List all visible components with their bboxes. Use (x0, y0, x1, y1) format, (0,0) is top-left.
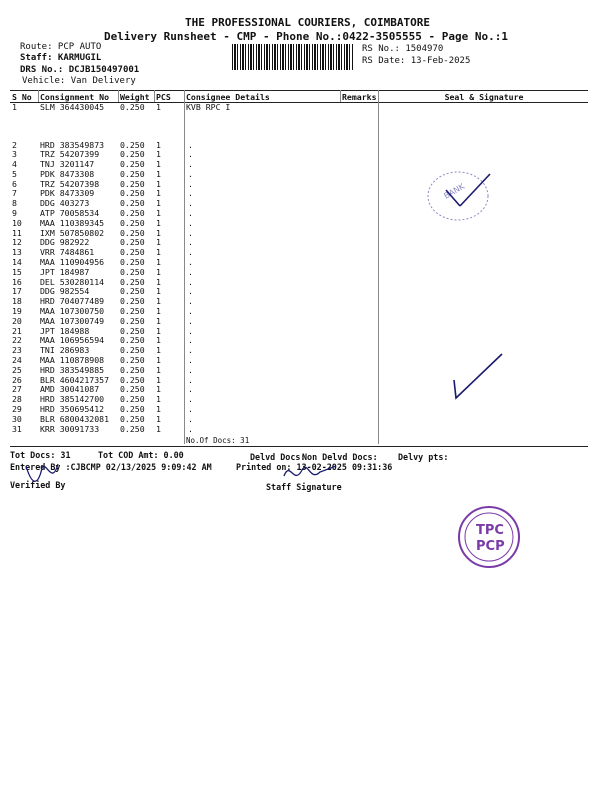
row-consignment-no: PDK 8473309 (40, 188, 95, 199)
row-sno: 26 (12, 374, 22, 385)
table-row (10, 238, 588, 248)
table-row (10, 160, 588, 170)
row-consignment-no: MAA 110904956 (40, 257, 105, 268)
row-pcs: 1 (156, 178, 161, 189)
table-row (10, 317, 588, 327)
row-pcs: 1 (156, 335, 161, 346)
row-sno: 21 (12, 325, 22, 336)
row-sno: 15 (12, 266, 22, 277)
row-weight: 0.250 (120, 335, 145, 346)
route-label: Route: PCP AUTO (20, 42, 102, 52)
row-weight: 0.250 (120, 266, 145, 277)
row-seal-signature (380, 415, 588, 425)
row-consignee: . (188, 237, 193, 248)
row-sno: 19 (12, 306, 22, 317)
row-pcs: 1 (156, 394, 161, 405)
row-consignment-no: BLR 4604217357 (40, 374, 110, 385)
row-remarks (340, 238, 380, 248)
printed-on: Printed on: 13-02-2025 09:31:36 (236, 462, 393, 472)
row-weight: 0.250 (120, 306, 145, 317)
entered-by: Entered By :CJBCMP 02/13/2025 9:09:42 AM (10, 462, 212, 472)
row-consignee: . (188, 276, 193, 287)
row-pcs: 1 (156, 139, 161, 150)
row-sno: 10 (12, 217, 22, 228)
row-consignment-no: VRR 7484861 (40, 247, 95, 258)
row-remarks (340, 405, 380, 415)
row-sno: 30 (12, 413, 22, 424)
row-consignee: . (188, 345, 193, 356)
row-consignment-no: KRR 30091733 (40, 423, 100, 434)
drs-number: DRS No.: DCJB150497001 (20, 65, 140, 75)
row-pcs: 1 (156, 413, 161, 424)
row-consignment-no: JPT 184988 (40, 325, 90, 336)
row-sno: 3 (12, 149, 17, 160)
row-seal-signature (380, 297, 588, 307)
row-seal-signature (380, 248, 588, 258)
row-sno: 16 (12, 276, 22, 287)
row-remarks (340, 160, 380, 170)
row-consignment-no: MAA 110878908 (40, 355, 105, 366)
row-consignee: . (188, 286, 193, 297)
row-sno: 1 (12, 102, 17, 112)
row-remarks (340, 209, 380, 219)
row-consignee: . (188, 404, 193, 415)
row-pcs: 1 (156, 217, 161, 228)
row-consignee: . (188, 188, 193, 199)
row-weight: 0.250 (120, 208, 145, 219)
row-weight: 0.250 (120, 139, 145, 150)
row-pcs: 1 (156, 247, 161, 258)
row-pcs: 1 (156, 159, 161, 170)
row-sno: 27 (12, 384, 22, 395)
tpc-stamp-line2: PCP (476, 539, 505, 554)
row-remarks (340, 287, 380, 297)
table-row (10, 189, 588, 199)
row-remarks (340, 395, 380, 405)
row-pcs: 1 (156, 188, 161, 199)
row-seal-signature (380, 141, 588, 151)
row-consignee: . (188, 178, 193, 189)
row-consignment-no: HRD 385142700 (40, 394, 105, 405)
row-remarks (340, 336, 380, 346)
row-pcs: 1 (156, 384, 161, 395)
row-sno: 9 (12, 208, 17, 219)
row-pcs: 1 (156, 266, 161, 277)
row-consignee: . (188, 315, 193, 326)
row-pcs: 1 (156, 355, 161, 366)
table-row (10, 278, 588, 288)
table-row (10, 258, 588, 268)
row-consignee: . (188, 296, 193, 307)
row-pcs: 1 (156, 102, 161, 112)
row-weight: 0.250 (120, 355, 145, 366)
rs-number: RS No.: 1504970 (362, 44, 444, 54)
row-sno: 22 (12, 335, 22, 346)
row-remarks (340, 307, 380, 317)
row-remarks (340, 268, 380, 278)
row-consignment-no: TNI 286983 (40, 345, 90, 356)
row-consignee: . (188, 198, 193, 209)
runsheet-subtitle: Delivery Runsheet - CMP - Phone No.:0422-3505555 - Page No.:1 (104, 30, 508, 43)
row-remarks (340, 425, 380, 435)
row-remarks (340, 376, 380, 386)
row-remarks (340, 199, 380, 209)
row-pcs: 1 (156, 237, 161, 248)
col-pcs: PCS (154, 91, 184, 103)
non-delivered-docs: Non Delvd Docs: (302, 452, 378, 462)
row-consignment-no: PDK 8473308 (40, 168, 95, 179)
row-pcs: 1 (156, 276, 161, 287)
row-consignment-no: MAA 106956594 (40, 335, 105, 346)
table-row (10, 180, 588, 190)
row-remarks (340, 278, 380, 288)
row-consignment-no: JPT 184987 (40, 266, 90, 277)
row-consignee: . (188, 168, 193, 179)
row-weight: 0.250 (120, 404, 145, 415)
row-remarks (340, 170, 380, 180)
row-sno: 24 (12, 355, 22, 366)
row-consignment-no: IXM 507850802 (40, 227, 105, 238)
row-sno: 2 (12, 139, 17, 150)
row-weight: 0.250 (120, 384, 145, 395)
row-seal-signature (380, 278, 588, 288)
row-pcs: 1 (156, 286, 161, 297)
col-remarks: Remarks (340, 91, 380, 103)
row-weight: 0.250 (120, 188, 145, 199)
row-consignee: . (188, 306, 193, 317)
row-consignee: KVB RPC I (186, 102, 231, 112)
row-pcs: 1 (156, 198, 161, 209)
row-seal-signature (380, 307, 588, 317)
row-weight: 0.250 (120, 247, 145, 258)
row-consignment-no: MAA 110389345 (40, 217, 105, 228)
row-remarks (340, 346, 380, 356)
row-sno: 5 (12, 168, 17, 179)
row-consignee: . (188, 355, 193, 366)
row-remarks (340, 385, 380, 395)
table-row (10, 229, 588, 239)
row-pcs: 1 (156, 208, 161, 219)
barcode (232, 44, 354, 70)
staff-label: Staff: KARMUGIL (20, 53, 102, 63)
row-seal-signature (380, 258, 588, 268)
row-sno: 17 (12, 286, 22, 297)
row-consignment-no: TRZ 54207399 (40, 149, 100, 160)
row-weight: 0.250 (120, 227, 145, 238)
row-sno: 13 (12, 247, 22, 258)
row-remarks (340, 297, 380, 307)
row-consignment-no: AMD 30041087 (40, 384, 100, 395)
row-sno: 7 (12, 188, 17, 199)
row-weight: 0.250 (120, 102, 145, 112)
row-sno: 14 (12, 257, 22, 268)
row-pcs: 1 (156, 374, 161, 385)
row-weight: 0.250 (120, 315, 145, 326)
row-consignment-no: HRD 350695412 (40, 404, 105, 415)
row-seal-signature (380, 336, 588, 346)
total-docs: Tot Docs: 31 (10, 450, 71, 460)
row-consignment-no: DEL 530280114 (40, 276, 105, 287)
row-pcs: 1 (156, 149, 161, 160)
row-consignee: . (188, 413, 193, 424)
col-sno: S No (10, 91, 38, 103)
row-consignee: . (188, 217, 193, 228)
rs-date: RS Date: 13-Feb-2025 (362, 56, 471, 66)
row-weight: 0.250 (120, 413, 145, 424)
row-seal-signature (380, 317, 588, 327)
row-weight: 0.250 (120, 217, 145, 228)
row-remarks (340, 229, 380, 239)
row-weight: 0.250 (120, 394, 145, 405)
row-pcs: 1 (156, 345, 161, 356)
row-pcs: 1 (156, 168, 161, 179)
row-weight: 0.250 (120, 374, 145, 385)
row-sno: 29 (12, 404, 22, 415)
table-row (10, 425, 588, 435)
row-weight: 0.250 (120, 149, 145, 160)
row-consignee: . (188, 247, 193, 258)
row-sno: 25 (12, 364, 22, 375)
table-row (10, 103, 588, 141)
table-row (10, 150, 588, 160)
tpc-pcp-stamp (454, 502, 524, 572)
row-weight: 0.250 (120, 325, 145, 336)
row-remarks (340, 258, 380, 268)
bank-stamp-signature (418, 168, 498, 228)
row-consignee: . (188, 384, 193, 395)
row-consignee: . (188, 364, 193, 375)
row-consignee: . (188, 257, 193, 268)
row-consignment-no: HRD 383549873 (40, 139, 105, 150)
row-consignment-no: TRZ 54207398 (40, 178, 100, 189)
row-sno: 11 (12, 227, 22, 238)
col-consignment: Consignment No (38, 91, 118, 103)
row-weight: 0.250 (120, 257, 145, 268)
row-seal-signature (380, 103, 588, 141)
row-sno: 23 (12, 345, 22, 356)
row-consignment-no: HRD 704077489 (40, 296, 105, 307)
row-weight: 0.250 (120, 168, 145, 179)
row-remarks (340, 103, 380, 141)
row-weight: 0.250 (120, 237, 145, 248)
bank-stamp-text: BANK (442, 181, 467, 201)
row-consignee: . (188, 374, 193, 385)
row-sno: 12 (12, 237, 22, 248)
row-weight: 0.250 (120, 276, 145, 287)
row-remarks (340, 327, 380, 337)
row-remarks (340, 248, 380, 258)
row-consignee: . (188, 227, 193, 238)
row-consignment-no: SLM 364430045 (40, 102, 105, 112)
row-consignee: . (188, 139, 193, 150)
row-sno: 6 (12, 178, 17, 189)
row-remarks (340, 180, 380, 190)
staff-signature (280, 456, 340, 490)
company-title: THE PROFESSIONAL COURIERS, COIMBATORE (185, 16, 431, 29)
row-consignee: . (188, 149, 193, 160)
row-consignee: . (188, 394, 193, 405)
row-consignment-no: DDG 403273 (40, 198, 90, 209)
delivery-points: Delvy pts: (398, 452, 449, 462)
row-seal-signature (380, 238, 588, 248)
row-sno: 28 (12, 394, 22, 405)
row-pcs: 1 (156, 257, 161, 268)
col-weight: Weight (118, 91, 154, 103)
row-consignment-no: TNJ 3201147 (40, 159, 95, 170)
row-weight: 0.250 (120, 423, 145, 434)
row-weight: 0.250 (120, 178, 145, 189)
row-pcs: 1 (156, 423, 161, 434)
row-consignment-no: ATP 70058534 (40, 208, 100, 219)
delivery-checkmark-signature (446, 350, 506, 402)
row-sno: 4 (12, 159, 17, 170)
row-consignment-no: DDG 982922 (40, 237, 90, 248)
verified-by: Verified By (10, 480, 66, 490)
col-seal-signature: Seal & Signature (380, 91, 588, 103)
row-seal-signature (380, 327, 588, 337)
vehicle-label: Vehicle: Van Delivery (22, 76, 136, 86)
row-consignment-no: BLR 6800432081 (40, 413, 110, 424)
row-consignee: . (188, 325, 193, 336)
table-row (10, 336, 588, 346)
row-remarks (340, 317, 380, 327)
row-pcs: 1 (156, 227, 161, 238)
row-pcs: 1 (156, 306, 161, 317)
row-seal-signature (380, 425, 588, 435)
row-weight: 0.250 (120, 198, 145, 209)
row-weight: 0.250 (120, 364, 145, 375)
row-sno: 20 (12, 315, 22, 326)
row-sno: 18 (12, 296, 22, 307)
row-consignment-no: DDG 982554 (40, 286, 90, 297)
row-seal-signature (380, 150, 588, 160)
total-cod-amount: Tot COD Amt: 0.00 (98, 450, 184, 460)
row-sno: 31 (12, 423, 22, 434)
row-pcs: 1 (156, 404, 161, 415)
row-remarks (340, 356, 380, 366)
row-weight: 0.250 (120, 159, 145, 170)
row-remarks (340, 189, 380, 199)
table-header-row (10, 91, 588, 103)
no-of-docs: No.Of Docs: 31 (186, 436, 250, 445)
row-weight: 0.250 (120, 296, 145, 307)
row-remarks (340, 150, 380, 160)
row-pcs: 1 (156, 296, 161, 307)
row-consignee: . (188, 159, 193, 170)
row-pcs: 1 (156, 325, 161, 336)
row-remarks (340, 366, 380, 376)
row-consignee: . (188, 423, 193, 434)
row-seal-signature (380, 287, 588, 297)
row-remarks (340, 219, 380, 229)
row-pcs: 1 (156, 315, 161, 326)
delivered-docs: Delvd Docs: (250, 452, 306, 462)
row-consignment-no: MAA 107300749 (40, 315, 105, 326)
row-consignee: . (188, 266, 193, 277)
row-consignment-no: HRD 383549885 (40, 364, 105, 375)
row-pcs: 1 (156, 364, 161, 375)
row-weight: 0.250 (120, 345, 145, 356)
entered-by-signature (22, 456, 62, 490)
staff-signature-label: Staff Signature (266, 482, 342, 492)
row-sno: 8 (12, 198, 17, 209)
row-seal-signature (380, 268, 588, 278)
row-seal-signature (380, 405, 588, 415)
col-consignee: Consignee Details (184, 91, 340, 103)
row-consignee: . (188, 335, 193, 346)
row-remarks (340, 141, 380, 151)
tpc-stamp-line1: TPC (476, 523, 504, 538)
row-weight: 0.250 (120, 286, 145, 297)
row-consignment-no: MAA 107300750 (40, 306, 105, 317)
row-consignee: . (188, 208, 193, 219)
row-seal-signature (380, 229, 588, 239)
row-remarks (340, 415, 380, 425)
